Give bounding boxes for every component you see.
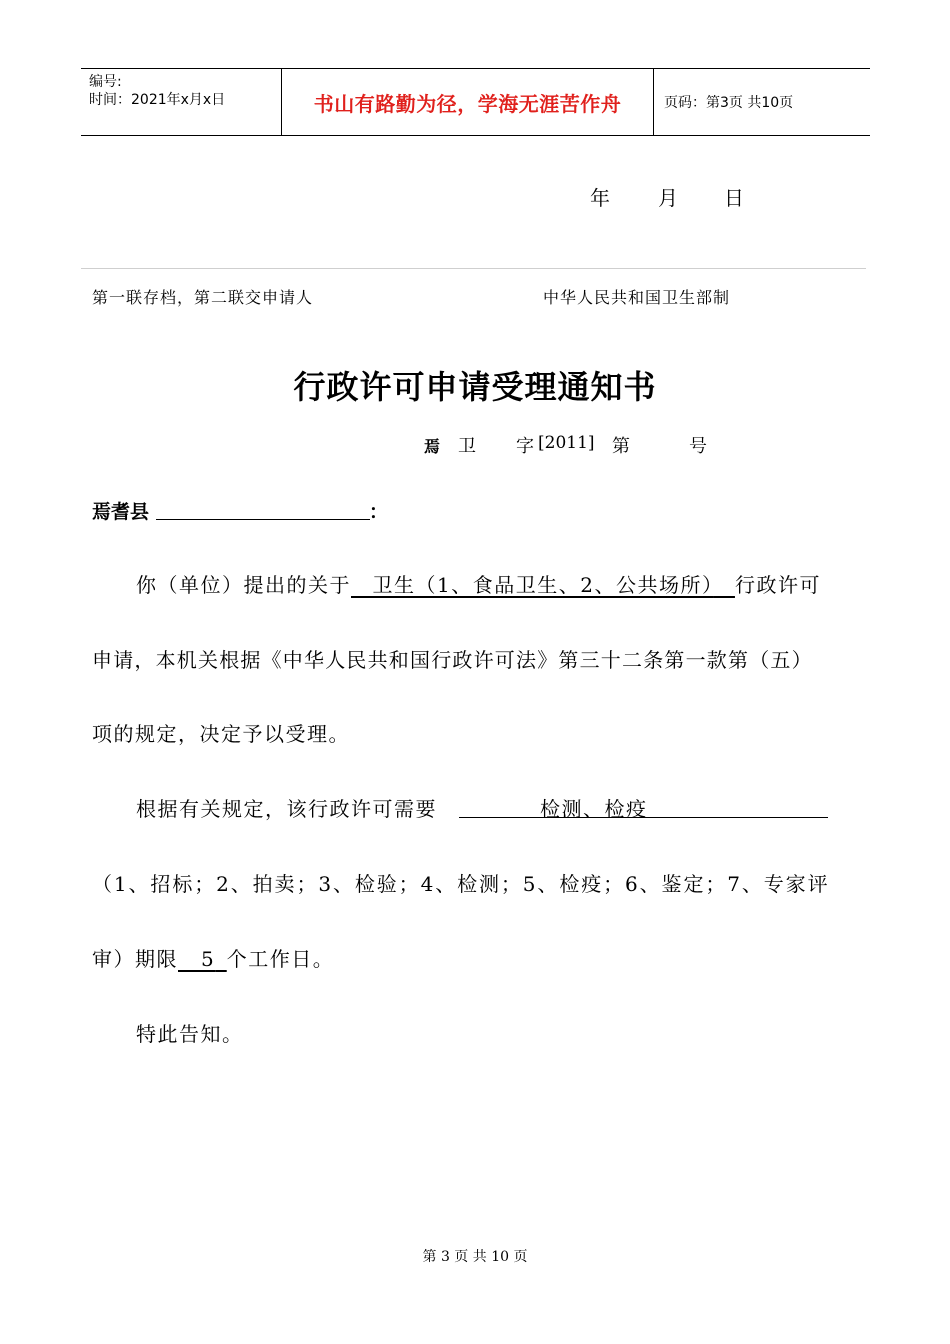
header-meta <box>81 69 281 135</box>
header-page-info: 页码：第3页 共10页 <box>664 95 794 111</box>
body-line-3: 项的规定，决定予以受理。 <box>92 722 350 746</box>
p1-text-b: 行政许可 <box>734 573 821 597</box>
page-header <box>81 68 870 136</box>
p4-fill-underline <box>459 817 828 818</box>
p1-fill-value <box>351 573 735 597</box>
date-year: 年 <box>590 186 610 210</box>
docnum-di: 第 <box>612 436 630 457</box>
p4-text-a: 根据有关规定，该行政许可需要 <box>136 797 437 821</box>
addressee-colon: ： <box>369 501 389 523</box>
document-title: 行政许可申请受理通知书 <box>293 368 657 406</box>
body-line-6 <box>92 943 334 972</box>
header-motto: 书山有路勤为径，学海无涯苦作舟 <box>281 69 654 135</box>
date-day: 日 <box>724 186 744 210</box>
body-line-1 <box>136 569 821 598</box>
body-line-5: （1、招标；2、拍卖；3、检验；4、检测；5、检疫；6、鉴定；7、专家评 <box>92 872 830 896</box>
p4-fill-text: 检测、检疫 <box>540 797 648 821</box>
body-line-2: 申请，本机关根据《中华人民共和国行政许可法》第三十二条第一款第（五） <box>92 648 813 672</box>
time-label: 时间：2021年x月x日 <box>89 92 226 108</box>
addressee-underline <box>156 519 370 520</box>
body-line-7: 特此告知。 <box>136 1022 244 1046</box>
docnum-zi: 字 <box>516 436 534 457</box>
p6-text-a: 审）期限 <box>92 947 178 971</box>
p1-text-a: 你（单位）提出的关于 <box>136 573 351 597</box>
p6-fill-value <box>178 947 227 971</box>
p1-fill-text: 卫生（1、食品卫生、2、公共场所） <box>372 573 714 597</box>
divider <box>81 268 866 269</box>
copy-note: 第一联存档，第二联交申请人 <box>92 288 314 307</box>
docnum-prefix: 焉 <box>424 437 441 456</box>
docnum-wei: 卫 <box>458 436 476 457</box>
date-month: 月 <box>658 186 678 210</box>
serial-label: 编号: <box>89 74 122 90</box>
p6-text-b: 个工作日。 <box>226 947 335 971</box>
docnum-hao: 号 <box>689 436 707 457</box>
docnum-year: [2011] <box>538 433 595 453</box>
page-footer: 第 3 页 共 10 页 <box>422 1249 528 1265</box>
addressee-name: 焉耆县 <box>92 501 150 523</box>
body-line-4 <box>136 793 437 822</box>
p6-fill-text: 5 <box>201 947 216 971</box>
issuing-authority: 中华人民共和国卫生部制 <box>543 288 731 307</box>
